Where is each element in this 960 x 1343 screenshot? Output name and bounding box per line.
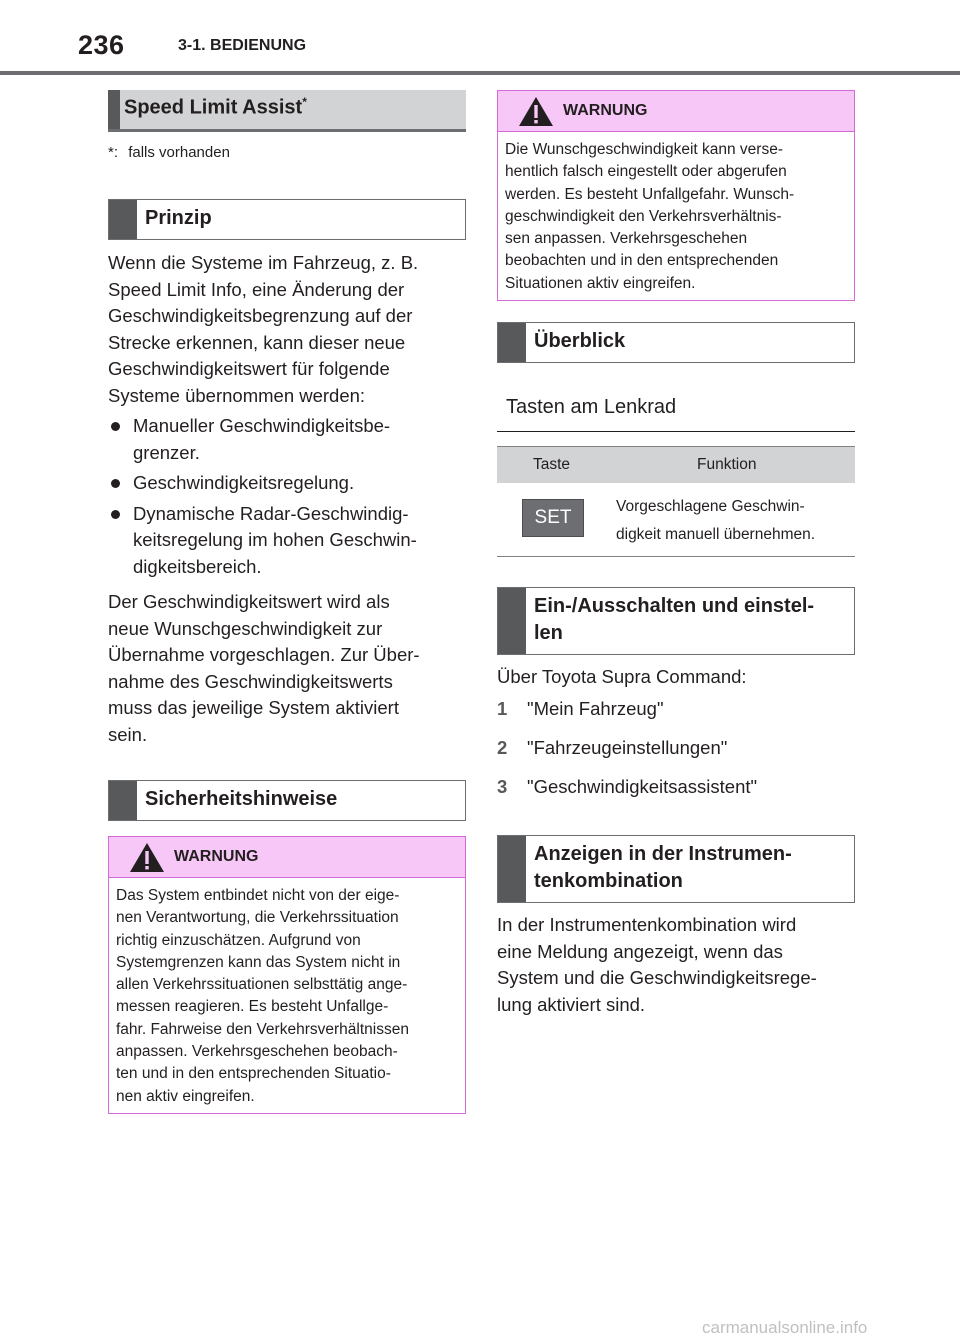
table-header [497,446,855,483]
list-item [108,413,468,466]
overview-heading [497,322,855,363]
heading-marker [109,781,137,820]
page-header [0,0,960,76]
title-asterisk: * [302,95,307,109]
heading-line: Anzeigen in der Instrumen- [534,843,792,865]
footnote-text: falls vorhanden [128,144,230,161]
outro-paragraph [108,589,468,749]
text-line: fahr. Fahrweise den Verkehrsverhältnissen [116,1020,409,1038]
text-line: System und die Geschwindigkeitsrege- [497,967,817,989]
set-button-icon: SET [522,499,584,537]
heading-line: tenkombination [534,870,683,892]
step-item [497,776,857,815]
heading-marker [498,836,526,902]
header-rule [0,71,960,75]
warning-title: WARNUNG [174,848,259,865]
text-line: ten und in den entsprechenden Situatio- [116,1065,391,1083]
text-line: nen Verantwortung, die Verkehrssituation [116,909,399,927]
text-line: neue Wunschgeschwindigkeit zur [108,617,383,639]
text-line: Strecke erkennen, kann dieser neue [108,331,406,353]
bullet-dot [111,479,120,488]
text-line: Wenn die Systeme im Fahrzeug, z. B. [108,252,419,273]
column-header-key: Taste [533,456,571,473]
footnote-mark: *: [108,144,119,161]
step-number: 3 [497,776,508,797]
warning-triangle-icon [518,96,554,127]
text-line: eine Meldung angezeigt, wenn das [497,940,783,962]
heading-marker [109,200,137,239]
text-line: werden. Es besteht Unfallgefahr. Wunsch- [505,185,795,203]
list-item [108,470,468,497]
text-line: sen anpassen. Verkehrsgeschehen [505,230,748,248]
list-item-line: keitsregelung im hohen Geschwin- [133,529,417,551]
settings-steps [497,698,857,815]
chapter-title: 3-1. BEDIENUNG [178,37,307,54]
text-line: lung aktiviert sind. [497,993,646,1015]
text-line: anpassen. Verkehrsgeschehen beobach- [116,1043,398,1061]
warning-box-left [108,836,466,1114]
warning-text [109,878,465,1108]
text-line: Geschwindigkeitswert für folgende [108,358,390,380]
text-line: Situationen aktiv eingreifen. [505,274,696,292]
title-marker [108,90,120,129]
text-line: Der Geschwindigkeitswert wird als [108,591,390,612]
warning-triangle-icon [129,842,165,873]
command-intro: Über Toyota Supra Command: [497,666,747,687]
text-line: Die Wunschgeschwindigkeit kann verse- [505,141,783,158]
warning-text [498,132,854,295]
list-item-line: Manueller Geschwindigkeitsbe- [133,415,391,436]
text-line: sein. [108,723,148,745]
heading-marker [498,588,526,654]
bullet-dot [111,422,120,431]
watermark: carmanualsonline.info [702,1318,868,1337]
text-line: Systeme übernommen werden: [108,384,366,406]
main-title-bar [108,90,466,132]
safety-heading-text: Sicherheitshinweise [145,788,338,810]
row-function [616,493,815,549]
column-header-function: Funktion [697,456,757,473]
safety-heading [108,780,466,821]
list-item-line: grenzer. [133,441,200,463]
step-label: "Fahrzeugeinstellungen" [527,737,728,758]
text-line: muss das jeweilige System aktiviert [108,697,399,719]
footnote [108,144,230,161]
warning-header [498,91,854,132]
onoff-heading-text [534,593,814,647]
list-item [108,501,468,581]
text-line: Systemgrenzen kann das System nicht in [116,953,401,971]
text-line: messen reagieren. Es besteht Unfallge- [116,998,389,1016]
text-line: beobachten und in den entsprechenden [505,252,779,270]
steering-buttons-topic [497,388,855,432]
warning-header [109,837,465,878]
text-line: Speed Limit Info, eine Änderung der [108,278,405,300]
step-item [497,698,857,737]
step-label: "Mein Fahrzeug" [527,698,664,719]
step-number: 1 [497,698,508,719]
main-title-text: Speed Limit Assist [124,96,303,119]
main-title [124,95,307,120]
text-line: Vorgeschlagene Geschwin- [616,498,805,515]
system-list [108,413,468,585]
heading-marker [498,323,526,362]
step-number: 2 [497,737,508,758]
overview-heading-text: Überblick [534,330,626,352]
text-line: allen Verkehrssituationen selbsttätig ange- [116,976,408,994]
text-line: Geschwindigkeitsbegrenzung auf der [108,305,413,327]
heading-line: len [534,622,563,644]
step-label: "Geschwindigkeitsassistent" [527,776,758,797]
page-number: 236 [78,30,125,60]
prinzip-heading-text: Prinzip [145,207,212,229]
text-line: richtig einzuschätzen. Aufgrund von [116,931,361,949]
display-heading [497,835,855,903]
table-row [497,483,855,557]
list-item-line: Dynamische Radar-Geschwindig- [133,502,409,524]
onoff-heading [497,587,855,655]
topic-text: Tasten am Lenkrad [506,396,677,418]
text-line: Das System entbindet nicht von der eige- [116,887,400,904]
list-item-line: Geschwindigkeitsregelung. [133,472,355,494]
text-line: nen aktiv eingreifen. [116,1087,255,1105]
button-table [497,446,855,558]
text-line: geschwindigkeit den Verkehrsverhältnis- [505,207,782,225]
warning-box-right [497,90,855,301]
display-paragraph [497,912,857,1018]
text-line: Übernahme vorgeschlagen. Zur Über- [108,644,420,666]
text-line: digkeit manuell übernehmen. [616,526,816,543]
text-line: nahme des Geschwindigkeitswerts [108,670,393,692]
warning-title: WARNUNG [563,102,648,119]
heading-line: Ein-/Ausschalten und einstel- [534,595,815,617]
step-item [497,737,857,776]
intro-paragraph [108,250,468,410]
display-heading-text [534,841,792,895]
prinzip-heading [108,199,466,240]
text-line: In der Instrumentenkombination wird [497,914,797,935]
list-item-line: digkeitsbereich. [133,555,262,577]
text-line: hentlich falsch eingestellt oder abgerufen [505,163,787,181]
bullet-dot [111,510,120,519]
